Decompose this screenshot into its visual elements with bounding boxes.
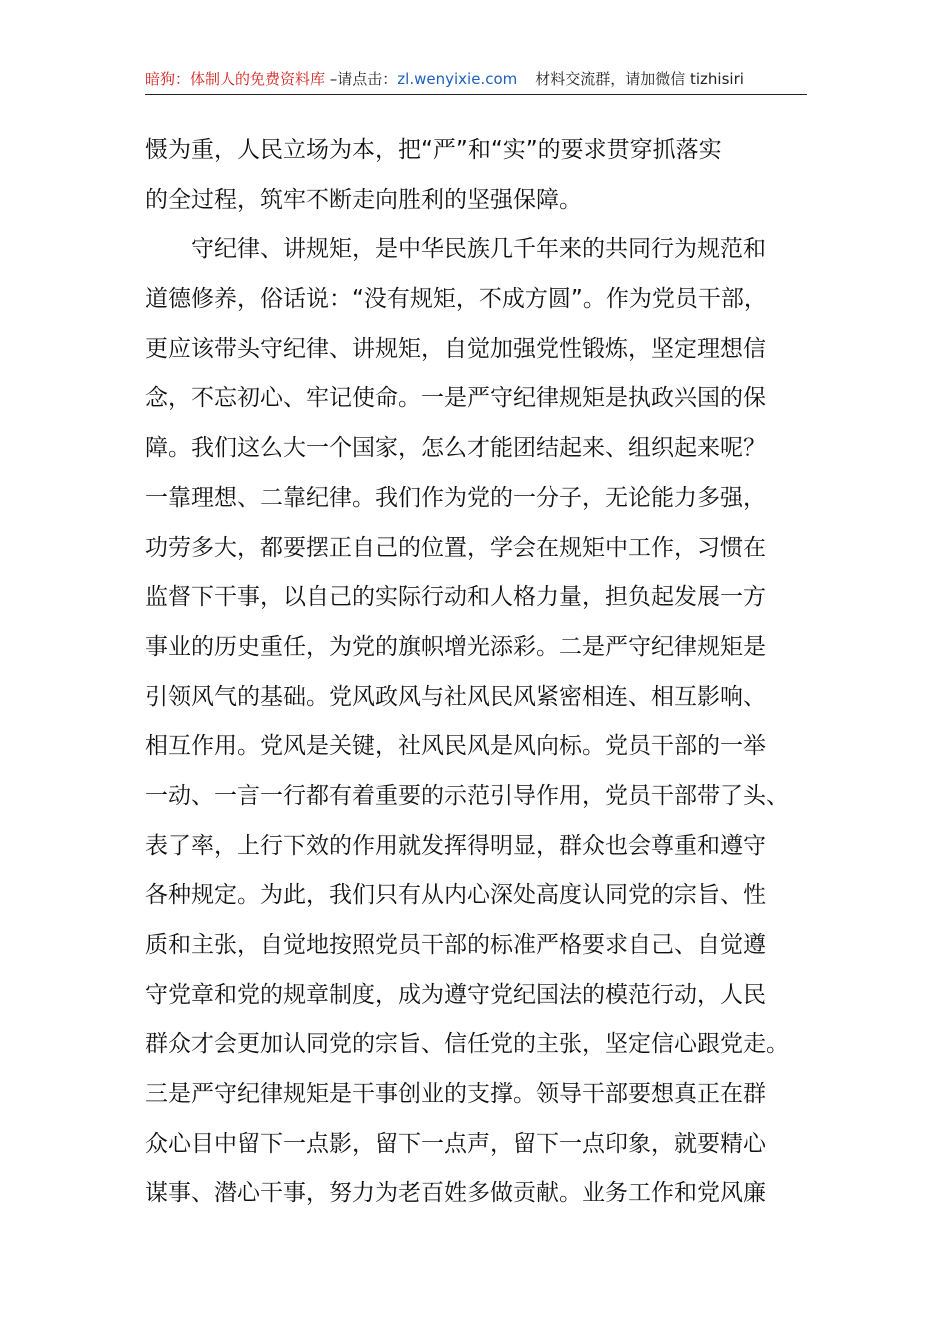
text-line: 一动、一言一行都有着重要的示范引导作用，党员干部带了头、 <box>145 782 789 809</box>
text-line: 功劳多大，都要摆正自己的位置，学会在规矩中工作，习惯在 <box>145 534 766 561</box>
text-line: 众心目中留下一点影，留下一点声，留下一点印象，就要精心 <box>145 1130 766 1157</box>
text-line: 群众才会更加认同党的宗旨、信任党的主张，坚定信心跟党走。 <box>145 1031 789 1058</box>
text-line: 引领风气的基础。党风政风与社风民风紧密相连、相互影响、 <box>145 683 766 710</box>
text-line: 慑为重，人民立场为本，把“严”和“实”的要求贯穿抓落实 <box>145 137 722 163</box>
text-line: 监督下干事，以自己的实际行动和人格力量，担负起发展一方 <box>145 584 766 611</box>
header-link[interactable]: zl.wenyixie.com <box>397 70 518 88</box>
page-header <box>145 66 807 95</box>
text-line: 事业的历史重任，为党的旗帜增光添彩。二是严守纪律规矩是 <box>145 633 766 660</box>
document-body <box>145 126 810 1219</box>
text-line: 的全过程，筑牢不断走向胜利的坚强保障。 <box>145 186 582 213</box>
text-line: 障。我们这么大一个国家，怎么才能团结起来、组织起来呢？ <box>145 435 766 462</box>
text-line: 各种规定。为此，我们只有从内心深处高度认同党的宗旨、性 <box>145 882 766 909</box>
text-line: 一靠理想、二靠纪律。我们作为党的一分子，无论能力多强， <box>145 484 766 511</box>
text-line: 谋事、潜心干事，努力为老百姓多做贡献。业务工作和党风廉 <box>145 1180 766 1207</box>
text-line: 念，不忘初心、牢记使命。一是严守纪律规矩是执政兴国的保 <box>145 385 766 412</box>
header-separator: –请点击： <box>325 70 398 88</box>
header-note: 材料交流群，请加微信 tizhisiri <box>535 70 744 88</box>
text-line: 质和主张，自觉地按照党员干部的标准严格要求自己、自觉遵 <box>145 932 766 958</box>
text-line: 三是严守纪律规矩是干事创业的支撑。领导干部要想真正在群 <box>145 1081 766 1108</box>
text-line: 更应该带头守纪律、讲规矩，自觉加强党性锻炼，坚定理想信 <box>145 335 766 362</box>
text-line: 守党章和党的规章制度，成为遵守党纪国法的模范行动，人民 <box>145 981 766 1008</box>
text-line: 道德修养，俗话说：“没有规矩，不成方圆”。作为党员干部， <box>145 286 767 313</box>
text-line: 表了率，上行下效的作用就发挥得明显，群众也会尊重和遵守 <box>145 832 766 859</box>
text-line: 守纪律、讲规矩，是中华民族几千年来的共同行为规范和 <box>145 236 766 263</box>
header-brand: 暗狗：体制人的免费资料库 <box>145 70 326 88</box>
text-line: 相互作用。党风是关键，社风民风是风向标。党员干部的一举 <box>145 733 766 760</box>
